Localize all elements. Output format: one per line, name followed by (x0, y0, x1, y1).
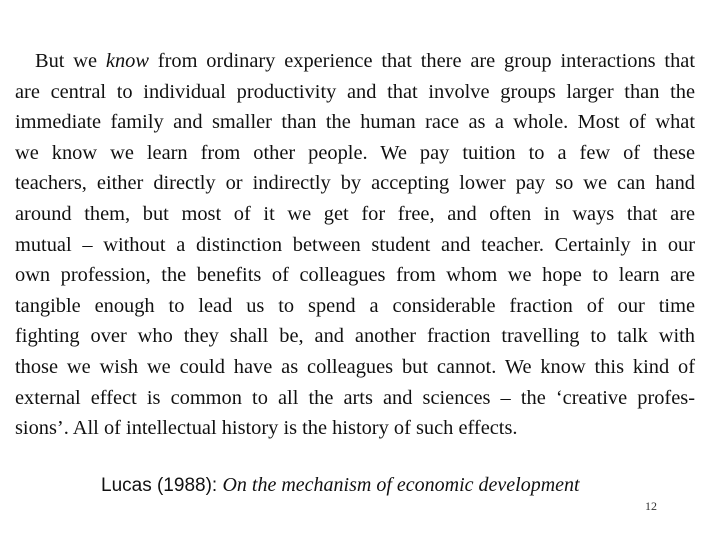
emphasized-word: know (105, 50, 149, 72)
quote-line: own profession, the benefits of colleagues from whom we hope to learn are (15, 264, 695, 287)
quote-line: we know we learn from other people. We pay tuition to a few of these (15, 141, 695, 164)
page-number: 12 (645, 499, 657, 513)
citation-author: Lucas (1988): (101, 475, 223, 496)
quote-line: But we know from ordinary experience that there are group interactions that (35, 50, 696, 72)
quote-line: teachers, either directly or indirectly by accepting lower pay so we can hand (15, 172, 695, 195)
quote-line: fighting over who they shall be, and another fraction travelling to talk with (15, 325, 695, 348)
citation-title: On the mechanism of economic development (222, 474, 580, 496)
quote-line: mutual – without a distinction between student and teacher. Certainly in our (15, 233, 695, 256)
quote-line: tangible enough to lead us to spend a considerable fraction of our time (15, 294, 695, 317)
quote-line: are central to individual productivity and that involve groups larger than the (15, 80, 695, 103)
citation (101, 474, 580, 497)
quote-line: those we wish we could have as colleagues but cannot. We know this kind of (15, 355, 695, 378)
scanned-quote (15, 46, 695, 444)
quote-line: external effect is common to all the arts and sciences – the ‘creative profes- (15, 386, 695, 409)
quote-line: around them, but most of it we get for free, and often in ways that are (15, 202, 695, 225)
quote-line: sions’. All of intellectual history is the history of such effects. (15, 417, 518, 440)
quote-line: immediate family and smaller than the human race as a whole. Most of what (15, 111, 695, 134)
